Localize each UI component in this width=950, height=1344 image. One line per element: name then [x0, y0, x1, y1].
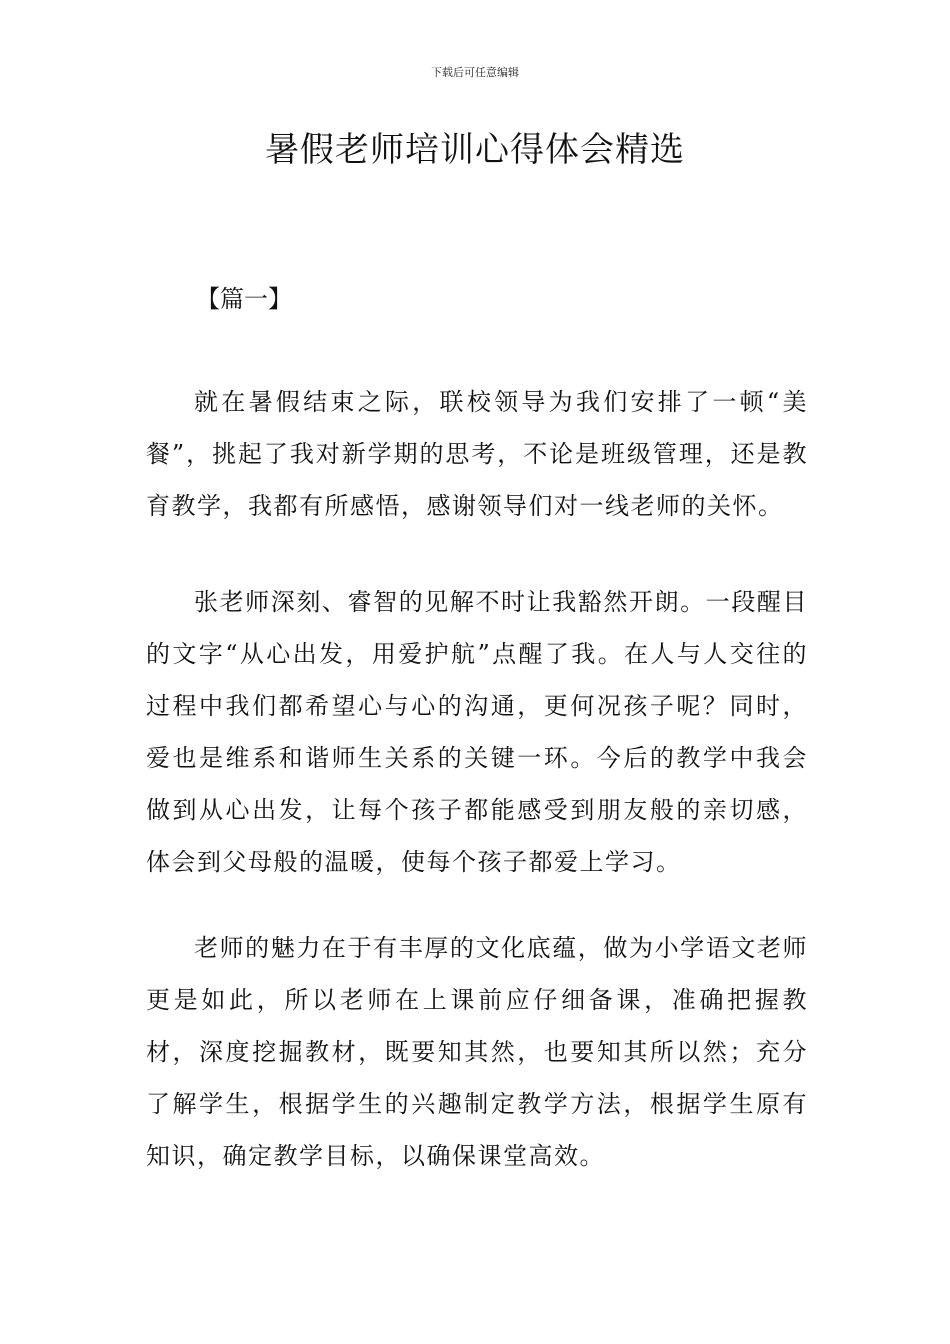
header-note: 下载后可任意编辑 — [431, 66, 519, 79]
paragraph: 张老师深刻、睿智的见解不时让我豁然开朗。一段醒目的文字“从心出发，用爱护航”点醒了我。在人与人交往的过程中我们都希望心与心的沟通，更何况孩子呢？同时，爱也是维系和谐师生关系的关键一环。今后的教学中我会做到从心出发，让每个孩子都能感受到朋友般的亲切感，体会到父母般的温暖，使每个孩子都爱上学习。 — [146, 588, 808, 876]
paragraph: 就在暑假结束之际，联校领导为我们安排了一顿“美餐”，挑起了我对新学期的思考，不论是班级管理，还是教育教学，我都有所感悟，感谢领导们对一线老师的关怀。 — [146, 388, 808, 520]
section-label: 【篇一】 — [196, 285, 292, 313]
paragraph: 老师的魅力在于有丰厚的文化底蕴，做为小学语文老师更是如此，所以老师在上课前应仔细备课，准确把握教材，深度挖掘教材，既要知其然，也要知其所以然；充分了解学生，根据学生的兴趣制定教学方法，根据学生原有知识，确定教学目标，以确保课堂高效。 — [146, 934, 808, 1170]
document-title: 暑假老师培训心得体会精选 — [265, 130, 685, 170]
